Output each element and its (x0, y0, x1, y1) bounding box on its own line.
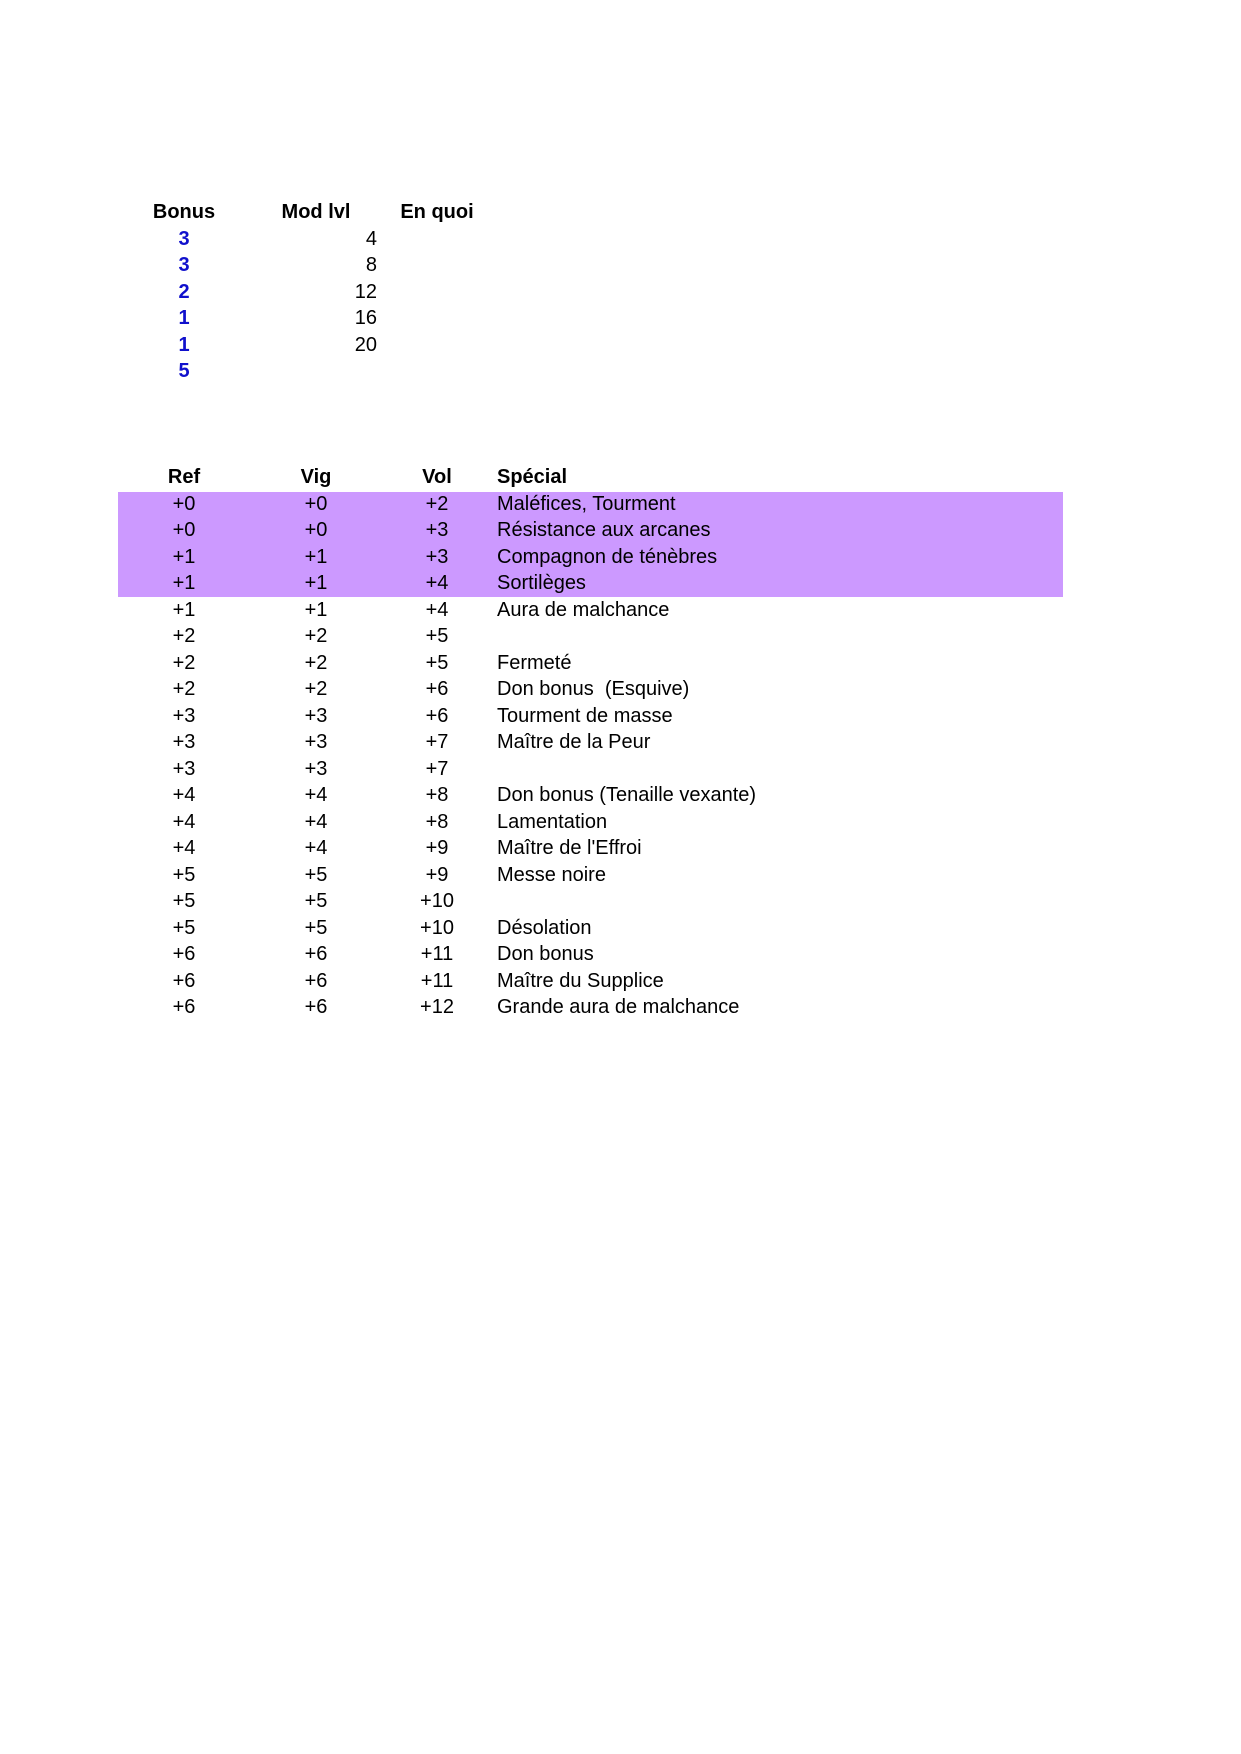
special-value: Maître du Supplice (497, 969, 664, 992)
bonus-value: 2 (178, 280, 190, 303)
special-value: Don bonus (497, 943, 594, 965)
vig-value: +6 (304, 943, 328, 965)
vol-value: +2 (425, 492, 449, 515)
ref-value: +6 (172, 969, 196, 992)
mod-lvl-value: 8 (365, 254, 377, 276)
vig-value: +5 (304, 916, 328, 939)
vol-value: +7 (425, 757, 449, 780)
vig-value: +0 (304, 492, 328, 515)
vig-value: +4 (304, 837, 328, 859)
vol-value: +8 (425, 810, 449, 833)
vol-value: +4 (425, 598, 449, 621)
vol-value: +9 (425, 863, 449, 886)
vig-value: +5 (304, 890, 328, 912)
vig-value: +6 (304, 996, 328, 1018)
bonus-value: 3 (178, 254, 190, 276)
ref-value: +4 (172, 810, 196, 833)
vol-value: +11 (420, 943, 454, 965)
header-en-quoi: En quoi (400, 201, 474, 223)
vig-value: +2 (304, 678, 328, 700)
vig-value: +1 (304, 572, 328, 594)
vol-value: +6 (425, 704, 449, 727)
vol-value: +5 (425, 651, 449, 674)
vol-value: +10 (420, 890, 454, 912)
bonus-value: 1 (178, 333, 190, 356)
ref-value: +3 (172, 757, 196, 780)
vig-value: +1 (304, 598, 328, 621)
header-bonus: Bonus (152, 201, 216, 223)
ref-value: +4 (172, 837, 196, 859)
mod-lvl-value: 20 (354, 333, 377, 356)
bonus-value: 1 (178, 307, 190, 329)
ref-value: +3 (172, 704, 196, 727)
special-value: Résistance aux arcanes (497, 519, 711, 541)
mod-lvl-value: 16 (354, 307, 377, 329)
special-value: Don bonus (Tenaille vexante) (497, 784, 757, 806)
ref-value: +0 (172, 519, 196, 541)
special-value: Grande aura de malchance (497, 996, 740, 1018)
ref-value: +0 (172, 492, 196, 515)
mod-lvl-value: 4 (365, 227, 377, 250)
vig-value: +2 (304, 625, 328, 647)
vig-value: +5 (304, 863, 328, 886)
vol-value: +6 (425, 678, 449, 700)
special-value: Fermeté (497, 651, 572, 674)
special-value: Messe noire (497, 863, 606, 886)
special-value: Sortilèges (497, 572, 586, 594)
special-value: Désolation (497, 916, 592, 939)
ref-value: +6 (172, 943, 196, 965)
header-vig: Vig (300, 466, 332, 488)
special-value: Don bonus (Esquive) (497, 678, 690, 700)
special-value: Tourment de masse (497, 704, 673, 727)
vol-value: +5 (425, 625, 449, 647)
vig-value: +4 (304, 810, 328, 833)
vig-value: +4 (304, 784, 328, 806)
header-special: Spécial (497, 466, 568, 488)
vig-value: +2 (304, 651, 328, 674)
ref-value: +5 (172, 890, 196, 912)
header-ref: Ref (167, 466, 201, 488)
vol-value: +7 (425, 731, 449, 753)
vig-value: +3 (304, 731, 328, 753)
vig-value: +1 (304, 545, 328, 568)
vol-value: +3 (425, 519, 449, 541)
vig-value: +3 (304, 704, 328, 727)
vig-value: +0 (304, 519, 328, 541)
vol-value: +10 (420, 916, 454, 939)
ref-value: +4 (172, 784, 196, 806)
vol-value: +9 (425, 837, 449, 859)
special-value: Aura de malchance (497, 598, 670, 621)
mod-lvl-value: 12 (354, 280, 377, 303)
vol-value: +4 (425, 572, 449, 594)
bonus-value: 5 (178, 360, 190, 382)
ref-value: +3 (172, 731, 196, 753)
special-value: Maléfices, Tourment (497, 492, 676, 515)
vol-value: +12 (420, 996, 454, 1018)
ref-value: +5 (172, 916, 196, 939)
vol-value: +11 (420, 969, 454, 992)
ref-value: +1 (172, 545, 196, 568)
vig-value: +6 (304, 969, 328, 992)
ref-value: +2 (172, 651, 196, 674)
ref-value: +1 (172, 598, 196, 621)
vig-value: +3 (304, 757, 328, 780)
header-mod-lvl: Mod lvl (281, 201, 351, 223)
header-vol: Vol (422, 466, 452, 488)
ref-value: +2 (172, 625, 196, 647)
ref-value: +1 (172, 572, 196, 594)
ref-value: +2 (172, 678, 196, 700)
special-value: Lamentation (497, 810, 608, 833)
vol-value: +3 (425, 545, 449, 568)
special-value: Maître de la Peur (497, 731, 651, 753)
special-value: Maître de l'Effroi (497, 837, 642, 859)
ref-value: +5 (172, 863, 196, 886)
ref-value: +6 (172, 996, 196, 1018)
vol-value: +8 (425, 784, 449, 806)
bonus-value: 3 (178, 227, 190, 250)
special-value: Compagnon de ténèbres (497, 545, 718, 568)
